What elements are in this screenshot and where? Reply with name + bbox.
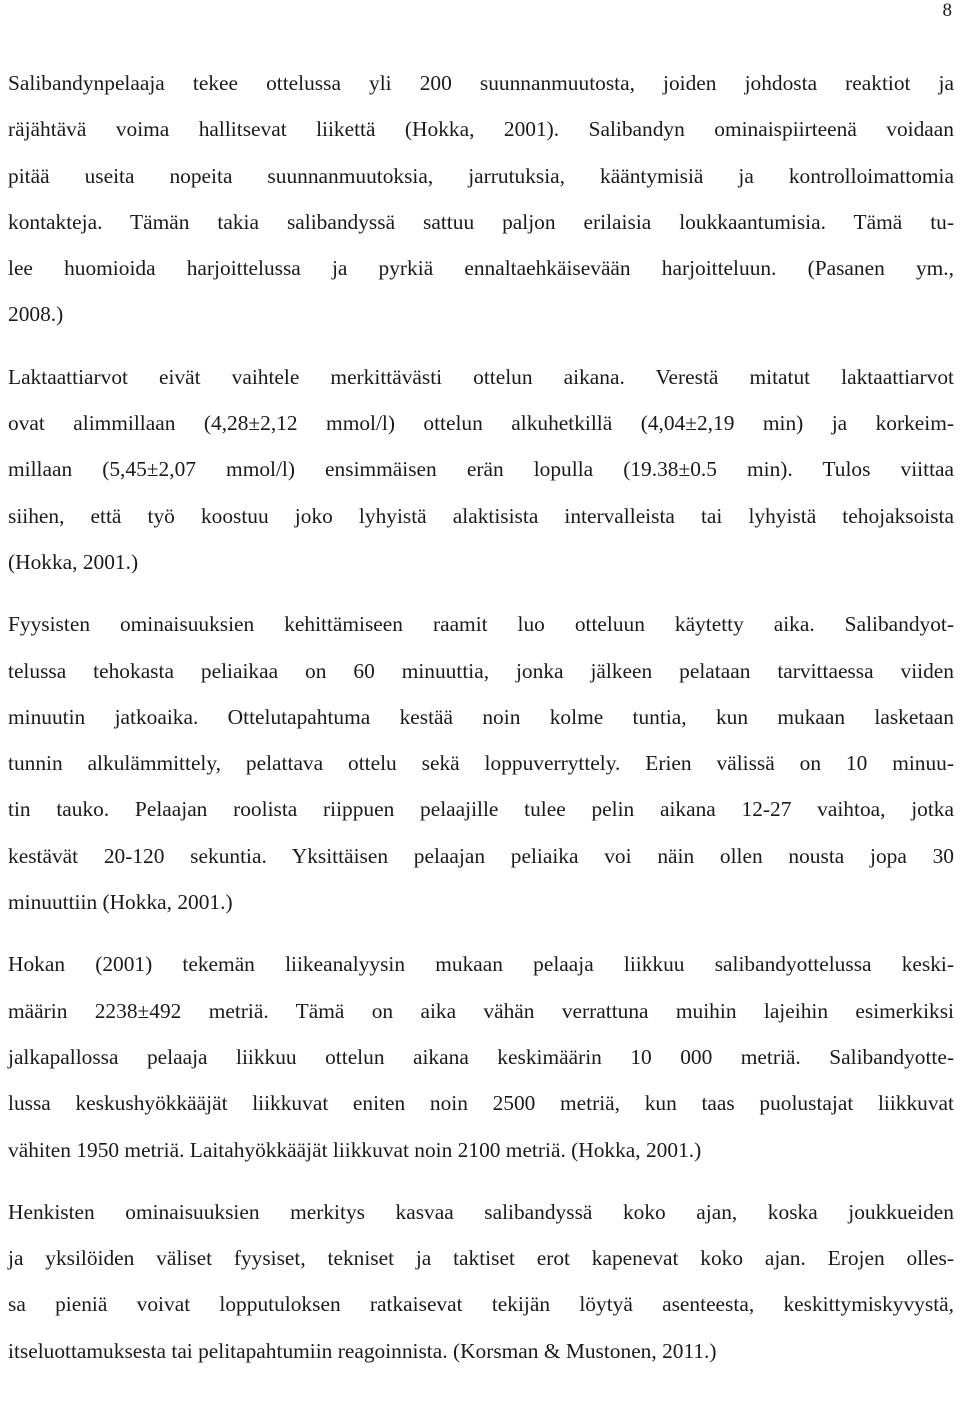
text-line: tin tauko. Pelaajan roolista riippuen pelaajille tulee pelin aikana 12-27 vaihtoa, jotka bbox=[8, 797, 954, 822]
paragraph-5 bbox=[8, 1189, 954, 1374]
text-line: ovat alimmillaan (4,28±2,12 mmol/l) ottelun alkuhetkillä (4,04±2,19 min) ja korkeim- bbox=[8, 411, 954, 436]
text-line: jalkapallossa pelaaja liikkuu ottelun aikana keskimäärin 10 000 metriä. Salibandyotte- bbox=[8, 1044, 954, 1069]
text-line: Salibandynpelaaja tekee ottelussa yli 200 suunnanmuutosta, joiden johdosta reaktiot ja bbox=[8, 71, 954, 95]
paragraph-2 bbox=[8, 354, 954, 585]
text-line: räjähtävä voima hallitsevat liikettä (Hokka, 2001). Salibandyn ominaispiirteenä voidaan bbox=[8, 117, 954, 142]
text-line: sa pieniä voivat lopputuloksen ratkaisevat tekijän löytyä asenteesta, keskittymiskyvystä, bbox=[8, 1292, 954, 1317]
page-number: 8 bbox=[942, 0, 952, 21]
text-line: itseluottamuksesta tai pelitapahtumiin reagoinnista. (Korsman & Mustonen, 2011.) bbox=[8, 1338, 717, 1363]
text-line: Laktaattiarvot eivät vaihtele merkittävästi ottelun aikana. Verestä mitatut laktaattiarvot bbox=[8, 364, 954, 389]
text-line: (Hokka, 2001.) bbox=[8, 549, 139, 574]
text-line: Henkisten ominaisuuksien merkitys kasvaa salibandyssä koko ajan, koska joukkueiden bbox=[8, 1199, 954, 1224]
text-line: minuuttiin (Hokka, 2001.) bbox=[8, 890, 233, 915]
text-line: siihen, että työ koostuu joko lyhyistä alaktisista intervalleista tai lyhyistä tehojaksoista bbox=[8, 503, 954, 528]
text-line: Fyysisten ominaisuuksien kehittämiseen raamit luo otteluun käytetty aika. Salibandyot- bbox=[8, 612, 954, 637]
text-line: 2008.) bbox=[8, 302, 64, 327]
text-line: tunnin alkulämmittely, pelattava ottelu sekä loppuverryttely. Erien välissä on 10 minuu- bbox=[8, 751, 954, 776]
text-line: kontakteja. Tämän takia salibandyssä sattuu paljon erilaisia loukkaantumisia. Tämä tu- bbox=[8, 209, 954, 234]
text-line: lussa keskushyökkääjät liikkuvat eniten noin 2500 metriä, kun taas puolustajat liikkuvat bbox=[8, 1091, 954, 1116]
text-line: vähiten 1950 metriä. Laitahyökkääjät liikkuvat noin 2100 metriä. (Hokka, 2001.) bbox=[8, 1137, 702, 1162]
document-body bbox=[8, 60, 954, 1374]
paragraph-3 bbox=[8, 601, 954, 925]
text-line: pitää useita nopeita suunnanmuutoksia, jarrutuksia, kääntymisiä ja kontrolloimattomia bbox=[8, 163, 954, 188]
text-line: millaan (5,45±2,07 mmol/l) ensimmäisen erän lopulla (19.38±0.5 min). Tulos viittaa bbox=[8, 457, 954, 482]
text-line: minuutin jatkoaika. Ottelutapahtuma kestää noin kolme tuntia, kun mukaan lasketaan bbox=[8, 704, 954, 729]
paragraph-1 bbox=[8, 60, 954, 338]
text-line: ja yksilöiden väliset fyysiset, tekniset ja taktiset erot kapenevat koko ajan. Erojen olles- bbox=[8, 1246, 954, 1271]
text-line: Hokan (2001) tekemän liikeanalyysin mukaan pelaaja liikkuu salibandyottelussa keski- bbox=[8, 952, 954, 977]
text-line: lee huomioida harjoittelussa ja pyrkiä ennaltaehkäisevään harjoitteluun. (Pasanen ym., bbox=[8, 256, 954, 281]
text-line: määrin 2238±492 metriä. Tämä on aika vähän verrattuna muihin lajeihin esimerkiksi bbox=[8, 998, 954, 1023]
text-line: telussa tehokasta peliaikaa on 60 minuuttia, jonka jälkeen pelataan tarvittaessa viiden bbox=[8, 658, 954, 683]
text-line: kestävät 20-120 sekuntia. Yksittäisen pelaajan peliaika voi näin ollen nousta jopa 30 bbox=[8, 843, 954, 868]
paragraph-4 bbox=[8, 941, 954, 1172]
